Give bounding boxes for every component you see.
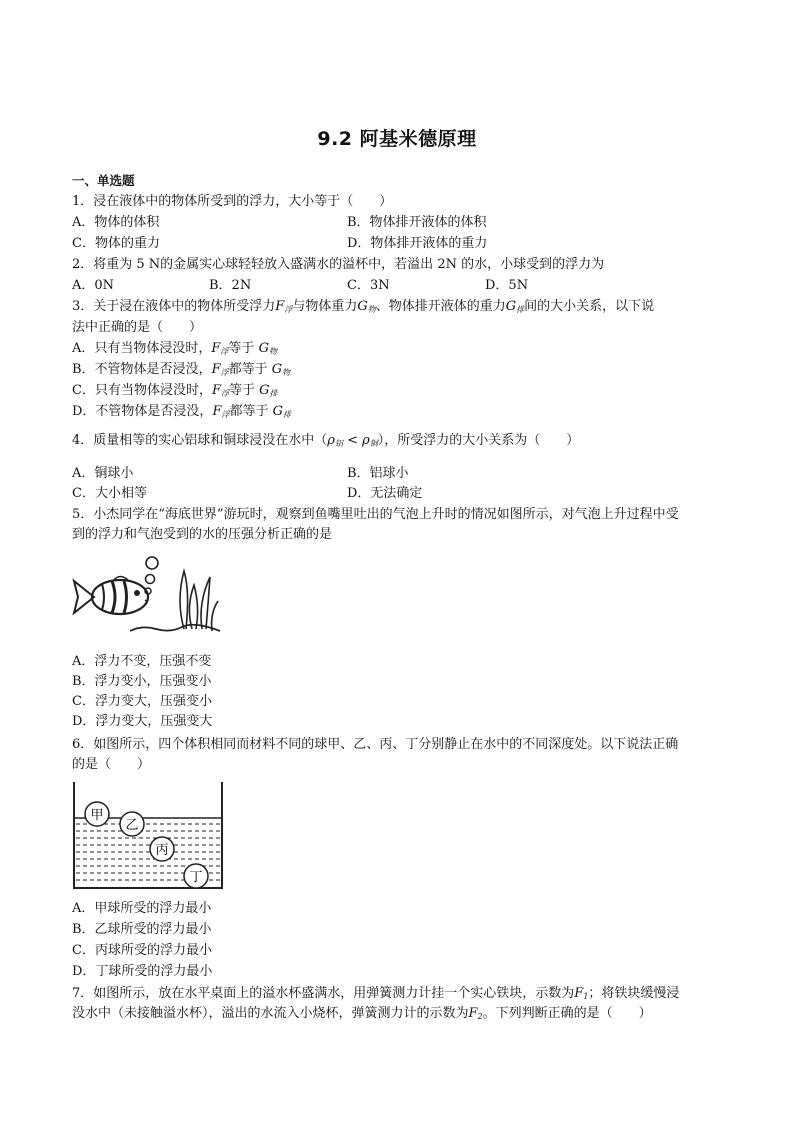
- q2-option-c[interactable]: C．3N: [347, 278, 390, 293]
- q1-stem: 1．浸在液体中的物体所受到的浮力，大小等于（ ）: [72, 194, 393, 209]
- q4-option-c[interactable]: C．大小相等: [72, 486, 147, 501]
- q2-option-b[interactable]: B．2N: [209, 278, 252, 293]
- q6-option-c[interactable]: C．丙球所受的浮力最小: [72, 943, 212, 958]
- q6-stem-line2: 的是（ ）: [72, 757, 151, 772]
- q1-option-d[interactable]: D．物体排开液体的重力: [347, 236, 488, 251]
- q7-stem: 7．如图所示，放在水平桌面上的溢水杯盛满水，用弹簧测力计挂一个实心铁块，示数为$F_1$；将铁块缓慢浸: [72, 986, 680, 1001]
- q7-stem-line2: 没水中（未接触溢水杯），溢出的水流入小烧杯，弹簧测力计的示数为$F_2$。下列判断正确的是（ ）: [72, 1006, 652, 1021]
- q5-option-c[interactable]: C．浮力变大，压强变小: [72, 694, 212, 709]
- q6-option-b[interactable]: B．乙球所受的浮力最小: [72, 922, 212, 937]
- q4-stem: 4．质量相等的实心铝球和铜球浸没在水中$(\rho_铝 < \rho_铜)$，所受浮力的大小关系为（ ）: [72, 433, 580, 448]
- q1-option-c[interactable]: C．物体的重力: [72, 236, 160, 251]
- page-title: 9.2 阿基米德原理: [317, 128, 477, 150]
- beaker-balls-figure: [72, 780, 224, 892]
- q5-option-d[interactable]: D．浮力变大，压强变大: [72, 714, 213, 729]
- q5-stem-line2: 到的浮力和气泡受到的水的压强分析正确的是: [72, 527, 333, 542]
- ball-label-ding: 丁: [189, 870, 203, 885]
- q4-option-d[interactable]: D．无法确定: [347, 486, 423, 501]
- q1-option-a[interactable]: A．物体的体积: [72, 215, 160, 230]
- q5-option-b[interactable]: B．浮力变小，压强变小: [72, 674, 212, 689]
- q4-option-b[interactable]: B．铝球小: [347, 466, 409, 481]
- ball-label-yi: 乙: [125, 818, 139, 833]
- section-heading: 一、单选题: [72, 173, 135, 188]
- ball-label-jia: 甲: [90, 808, 104, 823]
- q5-option-a[interactable]: A．浮力不变，压强不变: [72, 654, 212, 669]
- q3-stem: 3．关于浸在液体中的物体所受浮力$F_浮$与物体重力$G_物$、物体排开液体的重力$G_排$间的大小关系，以下说: [72, 299, 655, 314]
- q3-option-c[interactable]: C．只有当物体浸没时，$F_浮$等于 $G_排$: [72, 383, 278, 398]
- q2-option-d[interactable]: D．5N: [485, 278, 529, 293]
- q3-option-a[interactable]: A．只有当物体浸没时，$F_浮$等于 $G_物$: [72, 341, 277, 356]
- q4-option-a[interactable]: A．铜球小: [72, 466, 134, 481]
- q6-option-a[interactable]: A．甲球所受的浮力最小: [72, 901, 212, 916]
- q3-option-d[interactable]: D．不管物体是否浸没，$F_浮$都等于 $G_排$: [72, 404, 292, 419]
- q5-stem: 5．小杰同学在“海底世界”游玩时，观察到鱼嘴里吐出的气泡上升时的情况如图所示，对气泡上升过程中受: [72, 507, 679, 522]
- q2-option-a[interactable]: A．0N: [72, 278, 115, 293]
- q1-option-b[interactable]: B．物体排开液体的体积: [347, 215, 487, 230]
- q2-stem: 2．将重为 5 N的金属实心球轻轻放入盛满水的溢杯中，若溢出 2N 的水，小球受到的浮力为: [72, 257, 605, 272]
- fish-bubble-figure: [72, 551, 222, 647]
- q6-option-d[interactable]: D．丁球所受的浮力最小: [72, 964, 213, 979]
- q3-option-b[interactable]: B．不管物体是否浸没，$F_浮$都等于 $G_物$: [72, 362, 291, 377]
- ball-label-bing: 丙: [155, 843, 169, 858]
- q6-stem: 6．如图所示，四个体积相同而材料不同的球甲、乙、丙、丁分别静止在水中的不同深度处。以下说法正确: [72, 737, 679, 752]
- q3-stem-line2: 法中正确的是（ ）: [72, 320, 203, 335]
